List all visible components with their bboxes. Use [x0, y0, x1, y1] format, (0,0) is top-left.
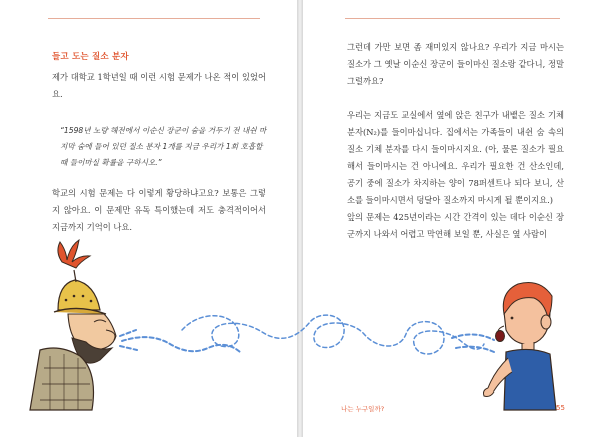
- inhaled-breath: [452, 334, 494, 352]
- boy-figure: [484, 283, 557, 411]
- running-title: 나는 누구일까?: [341, 405, 385, 413]
- paragraph: 앞의 문제는 425년이라는 시간 간격이 있는 데다 이순신 장군까지 나와서 어렵고 막연해 보일 뿐, 사실은 옆 사람이: [347, 212, 564, 239]
- admiral-figure: [30, 240, 116, 410]
- paragraph: 그런데 가만 보면 좀 재미있지 않나요? 우리가 지금 마시는 질소가 그 옛날 이순신 장군이 들이마신 질소랑 같다니, 정말 그럴까요?: [347, 42, 564, 86]
- section-heading: 들고 도는 질소 분자: [52, 52, 129, 62]
- exam-question-quote: “1598년 노량 해전에서 이순신 장군이 숨을 거두기 전 내쉰 마지막 숨에 들어 있던 질소 분자 1개를 지금 우리가 1회 호흡할 때 들이마실 확률을 구하시오.”: [60, 126, 267, 167]
- exhaled-breath: [120, 330, 240, 352]
- paragraph: 학교의 시험 문제는 다 이렇게 황당하냐고요? 보통은 그렇지 않아요. 이 문제만 유독 특이했는데 저도 충격적이어서 지금까지 기억이 나요.: [52, 188, 266, 232]
- paragraph: 제가 대학교 1학년일 때 이런 시험 문제가 나온 적이 있었어요.: [52, 72, 266, 99]
- paragraph: 우리는 지금도 교실에서 옆에 앉은 친구가 내뱉은 질소 기체 분자(N₂)를 들이마십니다. 집에서는 가족들이 내쉰 숨 속의 질소 기체 분자를 다시 들이마시지요. (아, 물론 질소가 필요해서 들이마시는 건 아니에요. 우리가 필요한 건 산소인데, 공기 중에 질소가 차지하는 양이 78퍼센트나 되다 보니, 산소를 들이마시면서 덩달아 질소까지 마시게 될 뿐이지요.): [347, 110, 564, 205]
- molecule-path: [182, 315, 484, 354]
- page-number: 55: [556, 404, 565, 412]
